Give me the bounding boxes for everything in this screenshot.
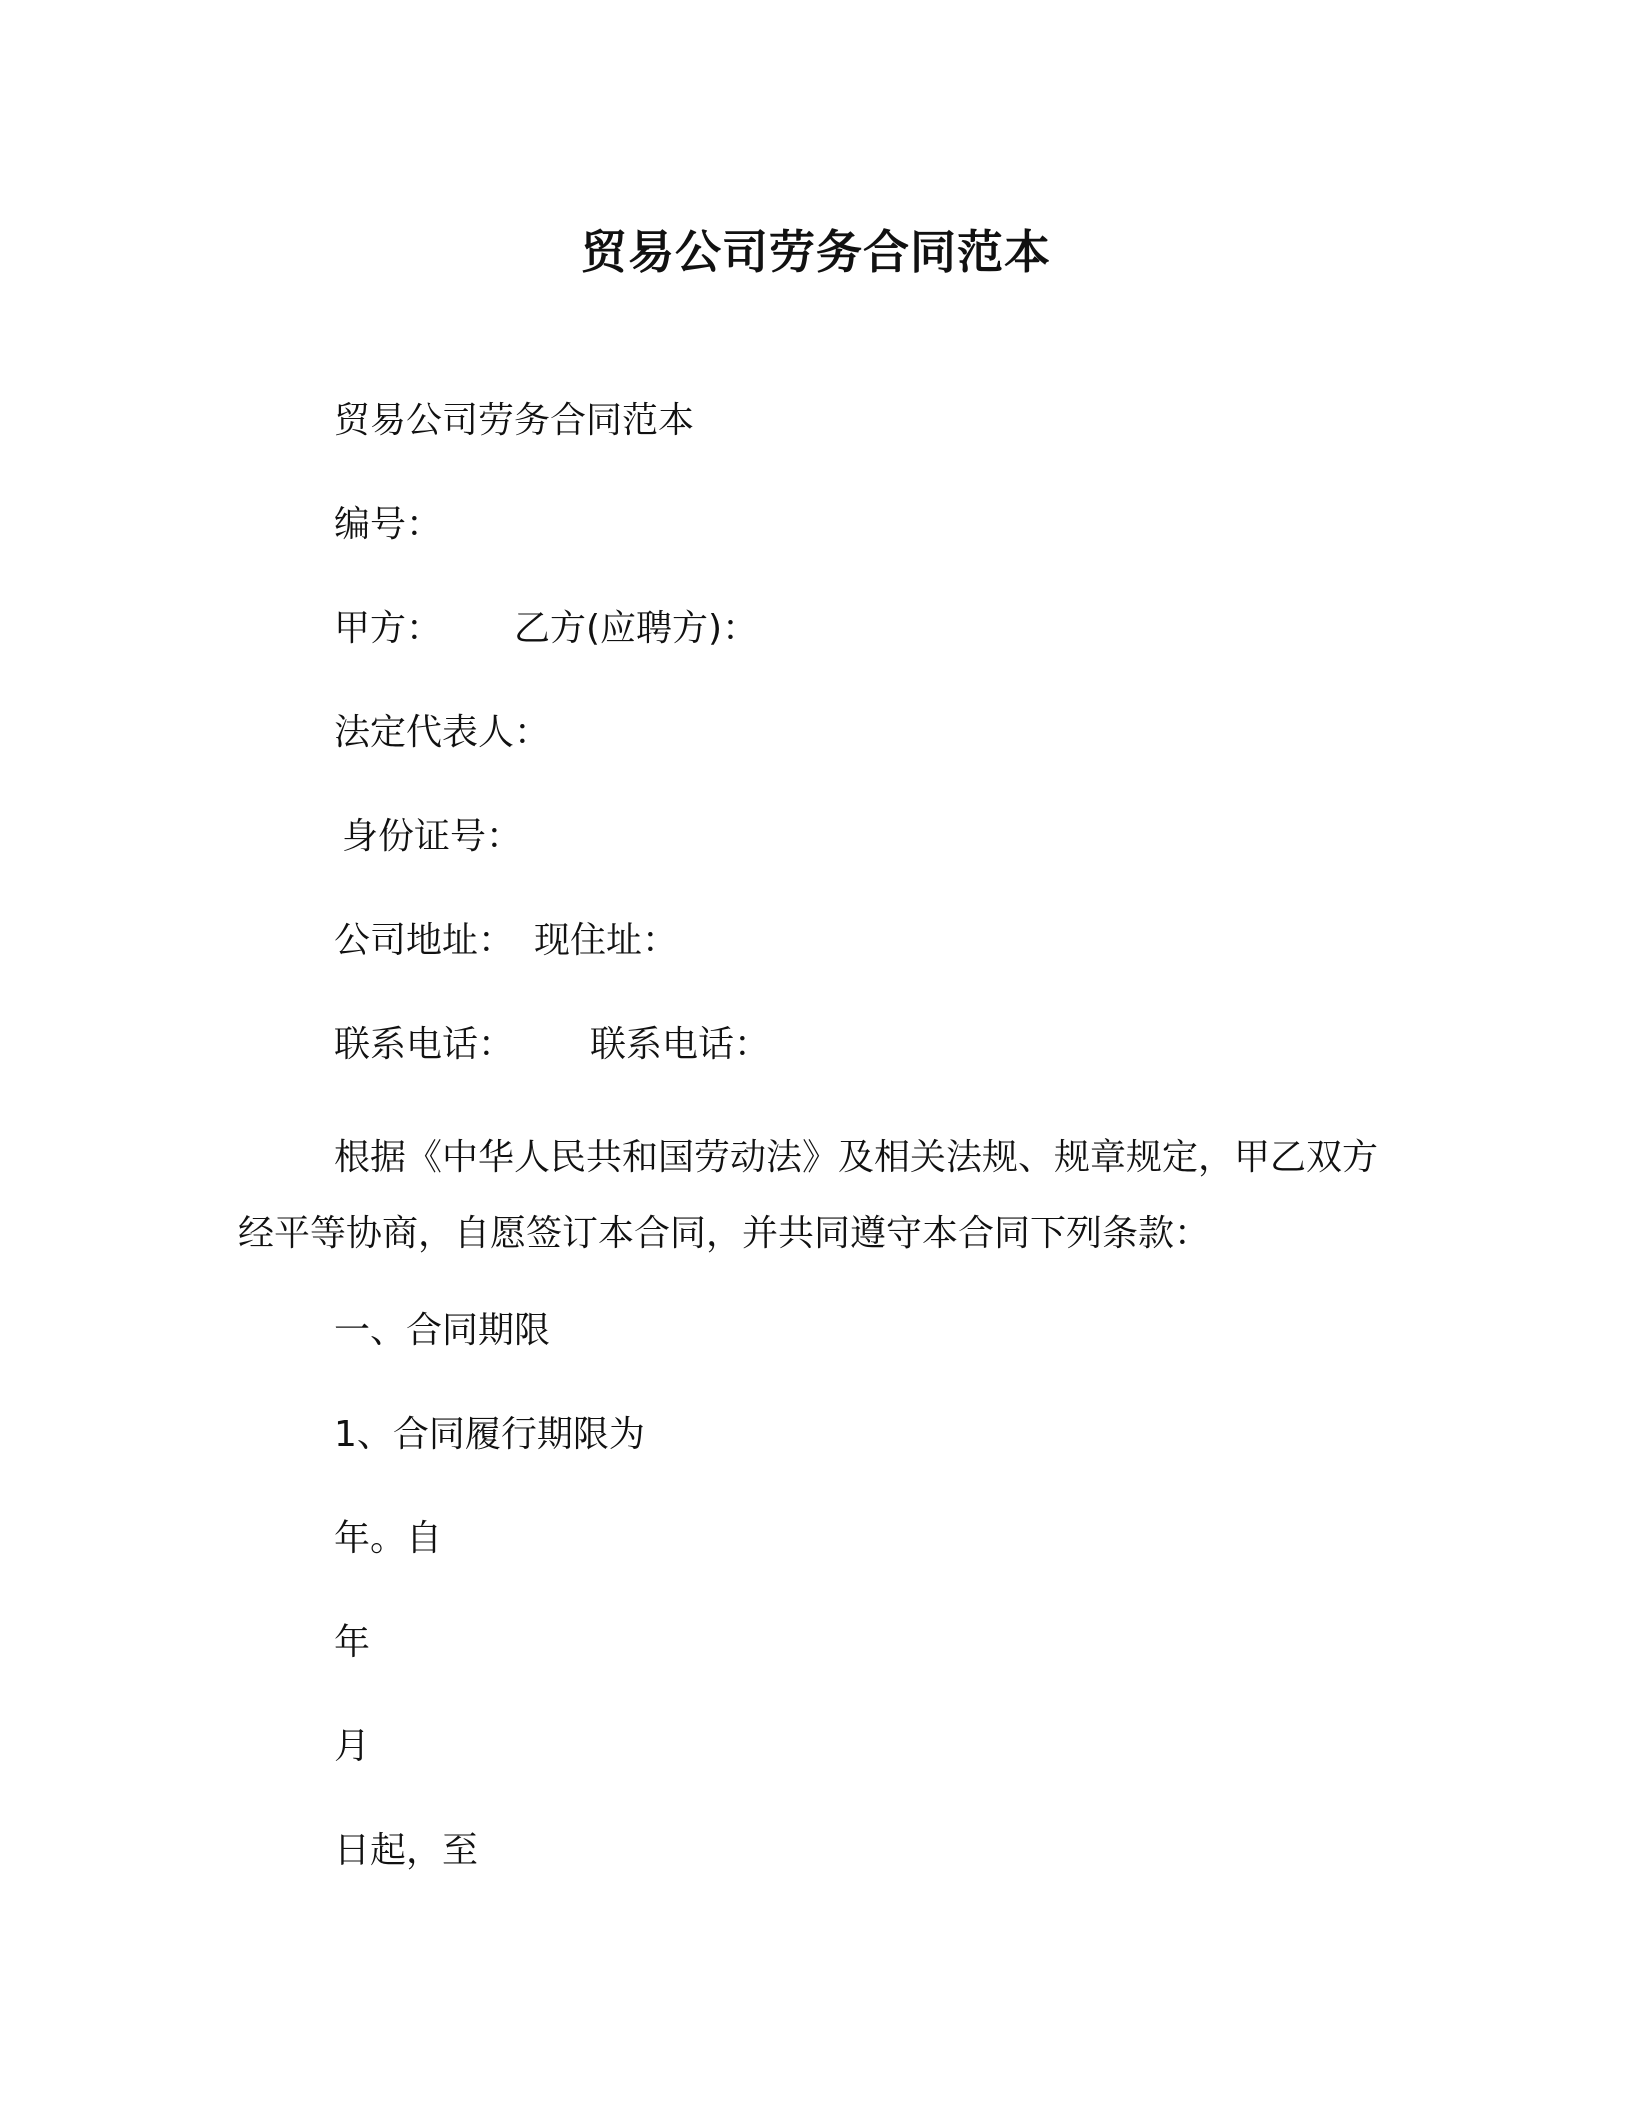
fragment-month: 月 [334, 1726, 371, 1767]
document-title: 贸易公司劳务合同范本 [581, 225, 1051, 279]
parties-row [334, 604, 758, 654]
document-subtitle: 贸易公司劳务合同范本 [334, 400, 695, 441]
fragment-day-to: 日起，至 [334, 1830, 479, 1871]
address-row [334, 916, 678, 966]
fragment-year: 年 [334, 1622, 371, 1663]
current-address-label: 现住址： [534, 920, 679, 961]
number-label: 编号： [334, 504, 443, 545]
party-b-label: 乙方(应聘方)： [514, 608, 759, 649]
intro-paragraph-text: 根据《中华人民共和国劳动法》及相关法规、规章规定，甲乙双方经平等协商，自愿签订本合同，并共同遵守本合同下列条款： [238, 1137, 1379, 1254]
phone-label-b: 联系电话： [590, 1024, 771, 1065]
id-number-label: 身份证号： [342, 816, 523, 857]
section-1-heading: 一、合同期限 [334, 1310, 551, 1351]
intro-paragraph [238, 1120, 1388, 1272]
company-address-label: 公司地址： [334, 920, 515, 961]
phone-label-a: 联系电话： [334, 1024, 515, 1065]
legal-representative-label: 法定代表人： [334, 712, 551, 753]
clause-1-1: 1、合同履行期限为 [334, 1414, 645, 1455]
party-a-label: 甲方： [334, 608, 443, 649]
phone-row [334, 1020, 770, 1070]
fragment-year-from: 年。自 [334, 1518, 443, 1559]
